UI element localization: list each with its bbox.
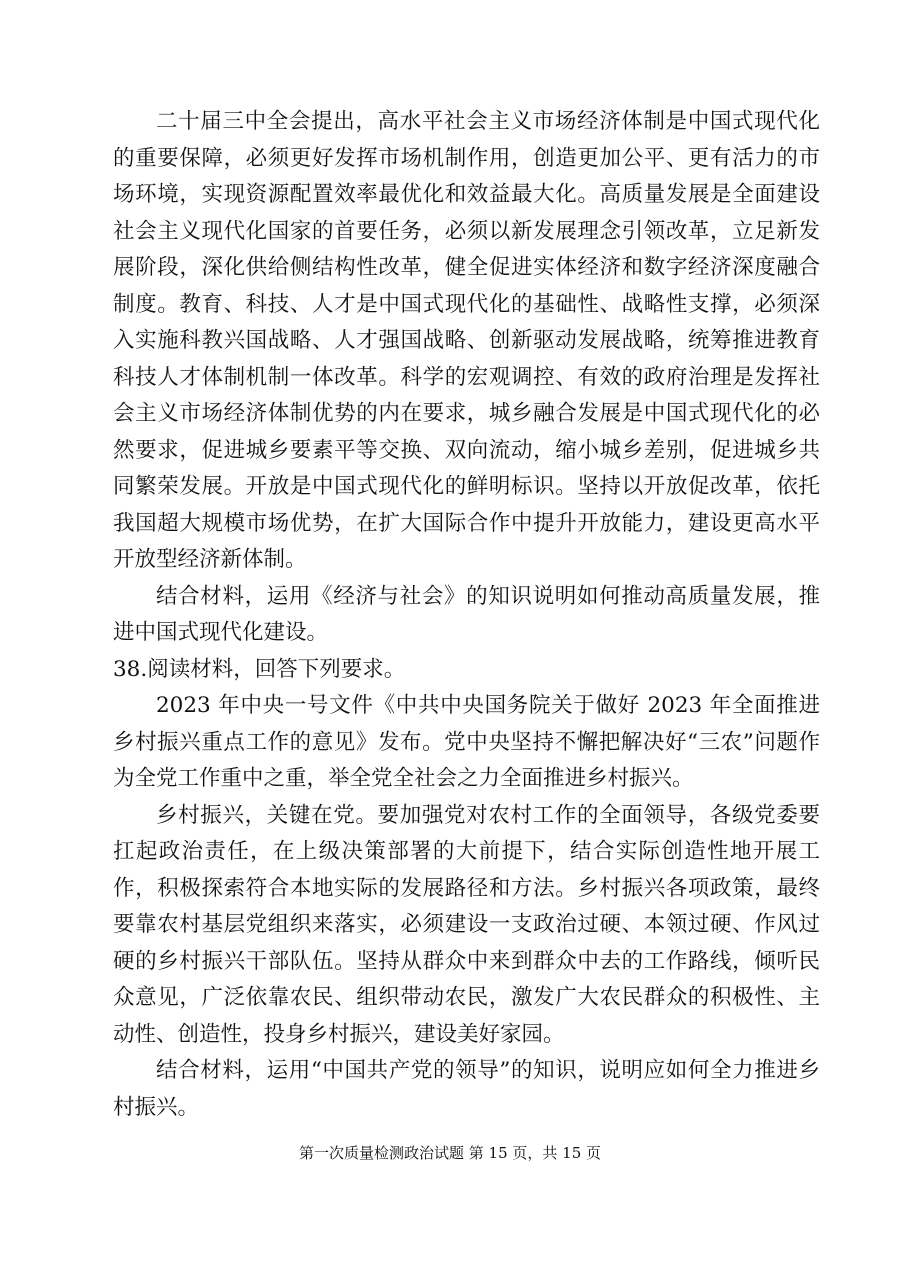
question-38-prompt: 结合材料，运用“中国共产党的领导”的知识，说明应如何全力推进乡村振兴。 [113,1058,820,1120]
material-paragraph-rural: 乡村振兴，关键在党。要加强党对农村工作的全面领导，各级党委要扛起政治责任，在上级决策部署的大前提下，结合实际创造性地开展工作，积极探索符合本地实际的发展路径和方法。乡村振兴各项政策，最终要靠农村基层党组织来落实，必须建设一支政治过硬、本领过硬、作风过硬的乡村振兴干部队伍。坚持从群众中来到群众中去的工作路线，倾听民众意见，广泛依靠农民、组织带动农民，激发广大农民群众的积极性、主动性、创造性，投身乡村振兴，建设美好家园。 [113,802,820,1047]
page-footer: 第一次质量检测政治试题 第 15 页，共 15 页 [298,1144,602,1162]
question-38-heading: 38.阅读材料，回答下列要求。 [113,656,406,682]
material-paragraph-document: 2023 年中央一号文件《中共中央国务院关于做好 2023 年全面推进乡村振兴重点工作的意见》发布。党中央坚持不懈把解决好“三农”问题作为全党工作重中之重，举全党全社会之力全面推进乡村振兴。 [113,693,820,791]
page-content [113,104,820,1126]
question-37-prompt: 结合材料，运用《经济与社会》的知识说明如何推动高质量发展，推进中国式现代化建设。 [113,583,820,645]
material-paragraph-reform: 二十届三中全会提出，高水平社会主义市场经济体制是中国式现代化的重要保障，必须更好发挥市场机制作用，创造更加公平、更有活力的市场环境，实现资源配置效率最优化和效益最大化。高质量发展是全面建设社会主义现代化国家的首要任务，必须以新发展理念引领改革，立足新发展阶段，深化供给侧结构性改革，健全促进实体经济和数字经济深度融合制度。教育、科技、人才是中国式现代化的基础性、战略性支撑，必须深入实施科教兴国战略、人才强国战略、创新驱动发展战略，统筹推进教育科技人才体制机制一体改革。科学的宏观调控、有效的政府治理是发挥社会主义市场经济体制优势的内在要求，城乡融合发展是中国式现代化的必然要求，促进城乡要素平等交换、双向流动，缩小城乡差别，促进城乡共同繁荣发展。开放是中国式现代化的鲜明标识。坚持以开放促改革，依托我国超大规模市场优势，在扩大国际合作中提升开放能力，建设更高水平开放型经济新体制。 [113,109,820,572]
